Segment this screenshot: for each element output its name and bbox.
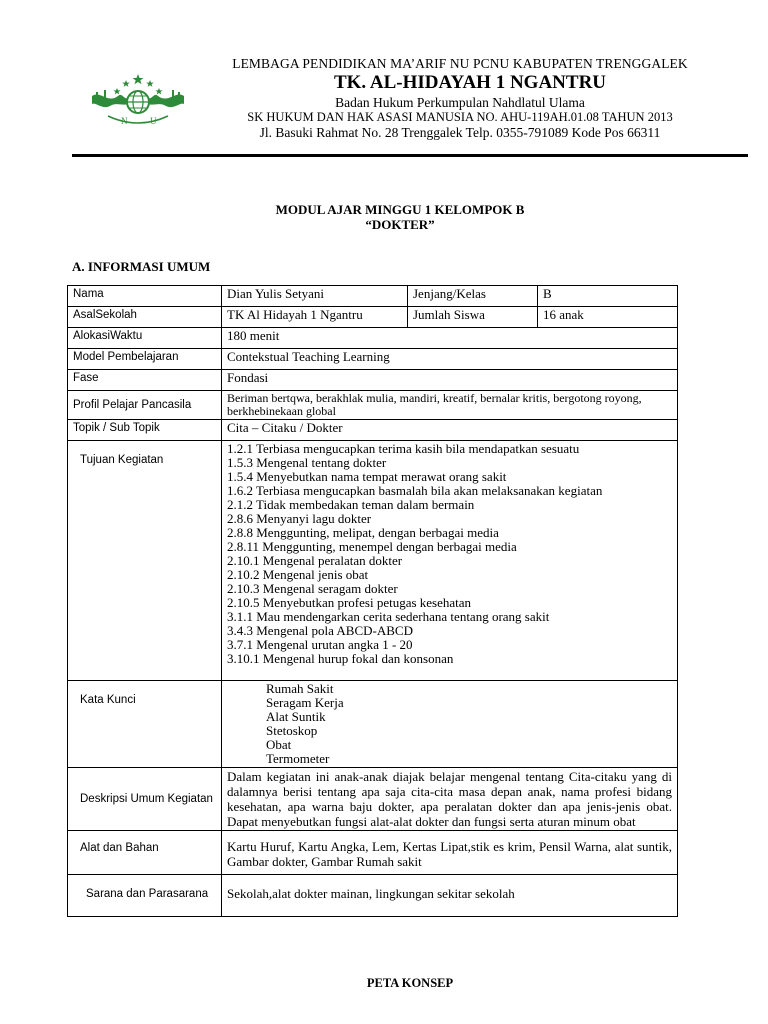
asal-sekolah-label: AsalSekolah bbox=[68, 307, 222, 328]
institution-name: LEMBAGA PENDIDIKAN MA’ARIF NU PCNU KABUPATEN TRENGGALEK bbox=[232, 56, 688, 71]
legal-body: Badan Hukum Perkumpulan Nahdlatul Ulama bbox=[335, 95, 585, 110]
list-item: 2.10.5 Menyebutkan profesi petugas kesehatan bbox=[227, 595, 472, 610]
topik-value: Cita – Citaku / Dokter bbox=[222, 420, 678, 441]
list-item: 2.8.6 Menyanyi lagu dokter bbox=[227, 511, 372, 526]
list-item: 3.4.3 Mengenal pola ABCD-ABCD bbox=[227, 623, 413, 638]
list-item: 3.1.1 Mau mendengarkan cerita sederhana tentang orang sakit bbox=[227, 609, 550, 624]
list-item: 2.10.2 Mengenal jenis obat bbox=[227, 567, 369, 582]
table-row bbox=[68, 441, 678, 681]
nama-label: Nama bbox=[68, 286, 222, 307]
list-item: Stetoskop bbox=[266, 723, 318, 738]
section-heading: A. INFORMASI UMUM bbox=[72, 259, 211, 274]
alokasi-waktu-value: 180 menit bbox=[222, 328, 678, 349]
list-item: 2.10.1 Mengenal peralatan dokter bbox=[227, 553, 403, 568]
topik-label: Topik / Sub Topik bbox=[68, 420, 222, 441]
tujuan-kegiatan-list bbox=[222, 441, 678, 681]
table-row bbox=[68, 307, 678, 328]
letterhead-divider bbox=[72, 154, 748, 157]
table-row bbox=[68, 420, 678, 441]
profil-pelajar-value: Beriman bertqwa, berakhlak mulia, mandiri, kreatif, bernalar kritis, bergotong royong, berkhebinekaan global bbox=[222, 391, 678, 420]
table-row bbox=[68, 370, 678, 391]
jumlah-siswa-label: Jumlah Siswa bbox=[408, 307, 538, 328]
table-row bbox=[68, 875, 678, 917]
fase-value: Fondasi bbox=[222, 370, 678, 391]
list-item: 3.7.1 Mengenal urutan angka 1 - 20 bbox=[227, 637, 413, 652]
list-item: Alat Suntik bbox=[266, 709, 326, 724]
school-address: Jl. Basuki Rahmat No. 28 Trenggalek Telp. 0355-791089 Kode Pos 66311 bbox=[259, 125, 661, 140]
deskripsi-umum-label: Deskripsi Umum Kegiatan bbox=[68, 768, 222, 831]
nahdlatul-ulama-logo bbox=[88, 72, 188, 132]
general-info-table bbox=[67, 285, 678, 917]
list-item: 1.6.2 Terbiasa mengucapkan basmalah bila akan melaksanakan kegiatan bbox=[227, 483, 603, 498]
table-row bbox=[68, 349, 678, 370]
table-row bbox=[68, 831, 678, 875]
model-pembelajaran-label: Model Pembelajaran bbox=[68, 349, 222, 370]
table-row bbox=[68, 681, 678, 768]
list-item: Seragam Kerja bbox=[266, 695, 344, 710]
table-row bbox=[68, 391, 678, 420]
fase-label: Fase bbox=[68, 370, 222, 391]
module-subtitle: “DOKTER” bbox=[365, 217, 435, 232]
decree-number: SK HUKUM DAN HAK ASASI MANUSIA NO. AHU-119AH.01.08 TAHUN 2013 bbox=[247, 110, 673, 124]
list-item: 2.10.3 Mengenal seragam dokter bbox=[227, 581, 398, 596]
list-item: 2.1.2 Tidak membedakan teman dalam bermain bbox=[227, 497, 475, 512]
model-pembelajaran-value: Contekstual Teaching Learning bbox=[222, 349, 678, 370]
table-row bbox=[68, 328, 678, 349]
module-title: MODUL AJAR MINGGU 1 KELOMPOK B bbox=[275, 202, 525, 217]
list-item: 1.5.4 Menyebutkan nama tempat merawat orang sakit bbox=[227, 469, 507, 484]
list-item: 2.8.8 Menggunting, melipat, dengan berbagai media bbox=[227, 525, 499, 540]
list-item: 3.10.1 Mengenal hurup fokal dan konsonan bbox=[227, 651, 454, 666]
svg-text:U: U bbox=[150, 116, 157, 126]
table-row bbox=[68, 768, 678, 831]
sarana-prasarana-label: Sarana dan Parasarana bbox=[68, 875, 222, 917]
jenjang-value: B bbox=[538, 286, 678, 307]
nama-value: Dian Yulis Setyani bbox=[222, 286, 408, 307]
alokasi-waktu-label: AlokasiWaktu bbox=[68, 328, 222, 349]
table-row bbox=[68, 286, 678, 307]
jumlah-siswa-value: 16 anak bbox=[538, 307, 678, 328]
alat-bahan-label: Alat dan Bahan bbox=[68, 831, 222, 875]
kata-kunci-label: Kata Kunci bbox=[68, 681, 222, 768]
profil-pelajar-label: Profil Pelajar Pancasila bbox=[68, 391, 222, 420]
deskripsi-umum-value: Dalam kegiatan ini anak-anak diajak belajar mengenal tentang Cita-citaku yang di dalamnya berisi tentang apa saja cita-cita masa depan anak, nama profesi bidang kesehatan, apa warna baju dokter, apa peralatan dokter dan apa jenis-jenis obat. Dapat menyebutkan fungsi alat-alat dokter dan fungsi serta aturan minum obat bbox=[222, 768, 678, 831]
list-item: Rumah Sakit bbox=[266, 681, 334, 696]
svg-text:N: N bbox=[121, 116, 128, 126]
jenjang-label: Jenjang/Kelas bbox=[408, 286, 538, 307]
list-item: 2.8.11 Menggunting, menempel dengan berbagai media bbox=[227, 539, 517, 554]
list-item: 1.5.3 Mengenal tentang dokter bbox=[227, 455, 387, 470]
asal-sekolah-value: TK Al Hidayah 1 Ngantru bbox=[222, 307, 408, 328]
sarana-prasarana-value: Sekolah,alat dokter mainan, lingkungan sekitar sekolah bbox=[222, 875, 678, 917]
school-name: TK. AL-HIDAYAH 1 NGANTRU bbox=[333, 72, 607, 93]
peta-konsep-heading: PETA KONSEP bbox=[366, 976, 454, 990]
tujuan-kegiatan-label: Tujuan Kegiatan bbox=[68, 441, 222, 681]
list-item: 1.2.1 Terbiasa mengucapkan terima kasih bila mendapatkan sesuatu bbox=[227, 441, 580, 456]
list-item: Obat bbox=[266, 737, 292, 752]
list-item: Termometer bbox=[266, 751, 330, 766]
alat-bahan-value: Kartu Huruf, Kartu Angka, Lem, Kertas Lipat,stik es krim, Pensil Warna, alat suntik, Gambar dokter, Gambar Rumah sakit bbox=[222, 831, 678, 875]
kata-kunci-list bbox=[222, 681, 678, 768]
